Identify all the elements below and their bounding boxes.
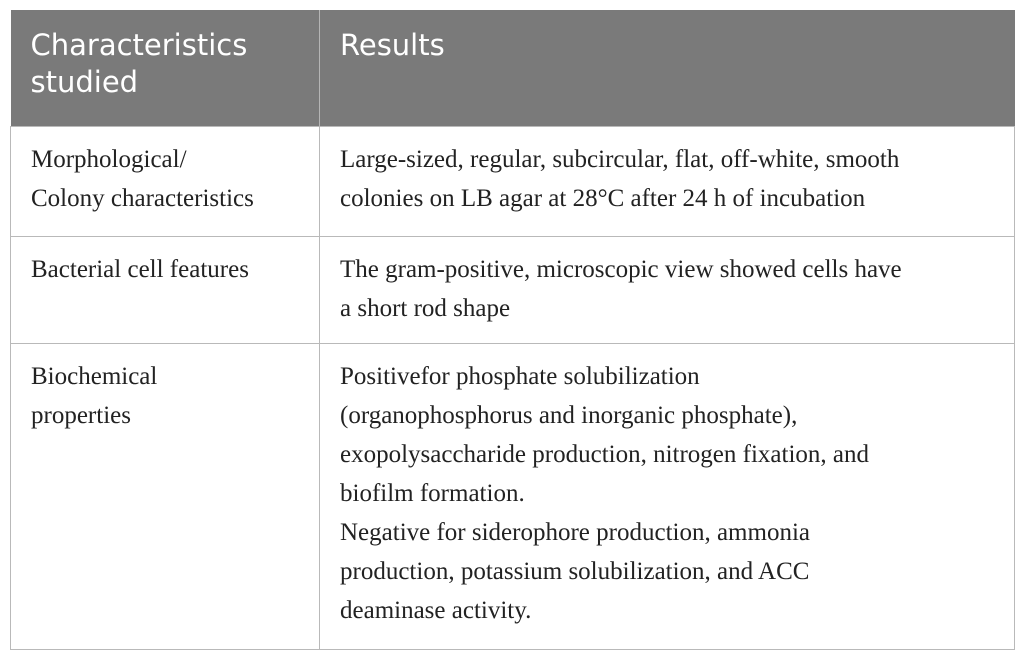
cell-line: (organophosphorus and inorganic phosphate), xyxy=(340,401,798,429)
characteristic-cell xyxy=(11,126,320,236)
cell-line: biofilm formation. xyxy=(340,479,525,507)
table-header xyxy=(11,10,1015,126)
cell-line: The gram-positive, microscopic view showed cells have xyxy=(340,255,902,283)
header-row xyxy=(11,10,1015,126)
cell-line: Morphological/ xyxy=(31,145,187,173)
cell-line: Positivefor phosphate solubilization xyxy=(340,362,700,390)
result-cell xyxy=(320,126,1015,236)
result-cell xyxy=(320,236,1015,343)
cell-line: properties xyxy=(31,401,131,429)
characteristic-cell xyxy=(11,343,320,649)
header-results: Results xyxy=(320,10,1015,126)
table-row xyxy=(11,236,1015,343)
cell-line: Negative for siderophore production, ammonia xyxy=(340,518,810,546)
result-cell xyxy=(320,343,1015,649)
cell-line: exopolysaccharide production, nitrogen fixation, and xyxy=(340,440,870,468)
cell-line: deaminase activity. xyxy=(340,596,532,624)
cell-line: Large-sized, regular, subcircular, flat, off-white, smooth xyxy=(340,145,900,173)
cell-line: a short rod shape xyxy=(340,294,511,322)
table-row xyxy=(11,343,1015,649)
table-row xyxy=(11,126,1015,236)
characteristic-cell xyxy=(11,236,320,343)
cell-line: Colony characteristics xyxy=(31,184,254,212)
cell-line: production, potassium solubilization, and ACC xyxy=(340,557,810,585)
results-table xyxy=(10,10,1015,650)
cell-line: Bacterial cell features xyxy=(31,255,249,283)
cell-line: Biochemical xyxy=(31,362,158,390)
header-characteristics: Characteristics studied xyxy=(11,10,320,126)
cell-line: colonies on LB agar at 28°C after 24 h of incubation xyxy=(340,184,866,212)
table-body xyxy=(11,126,1015,649)
